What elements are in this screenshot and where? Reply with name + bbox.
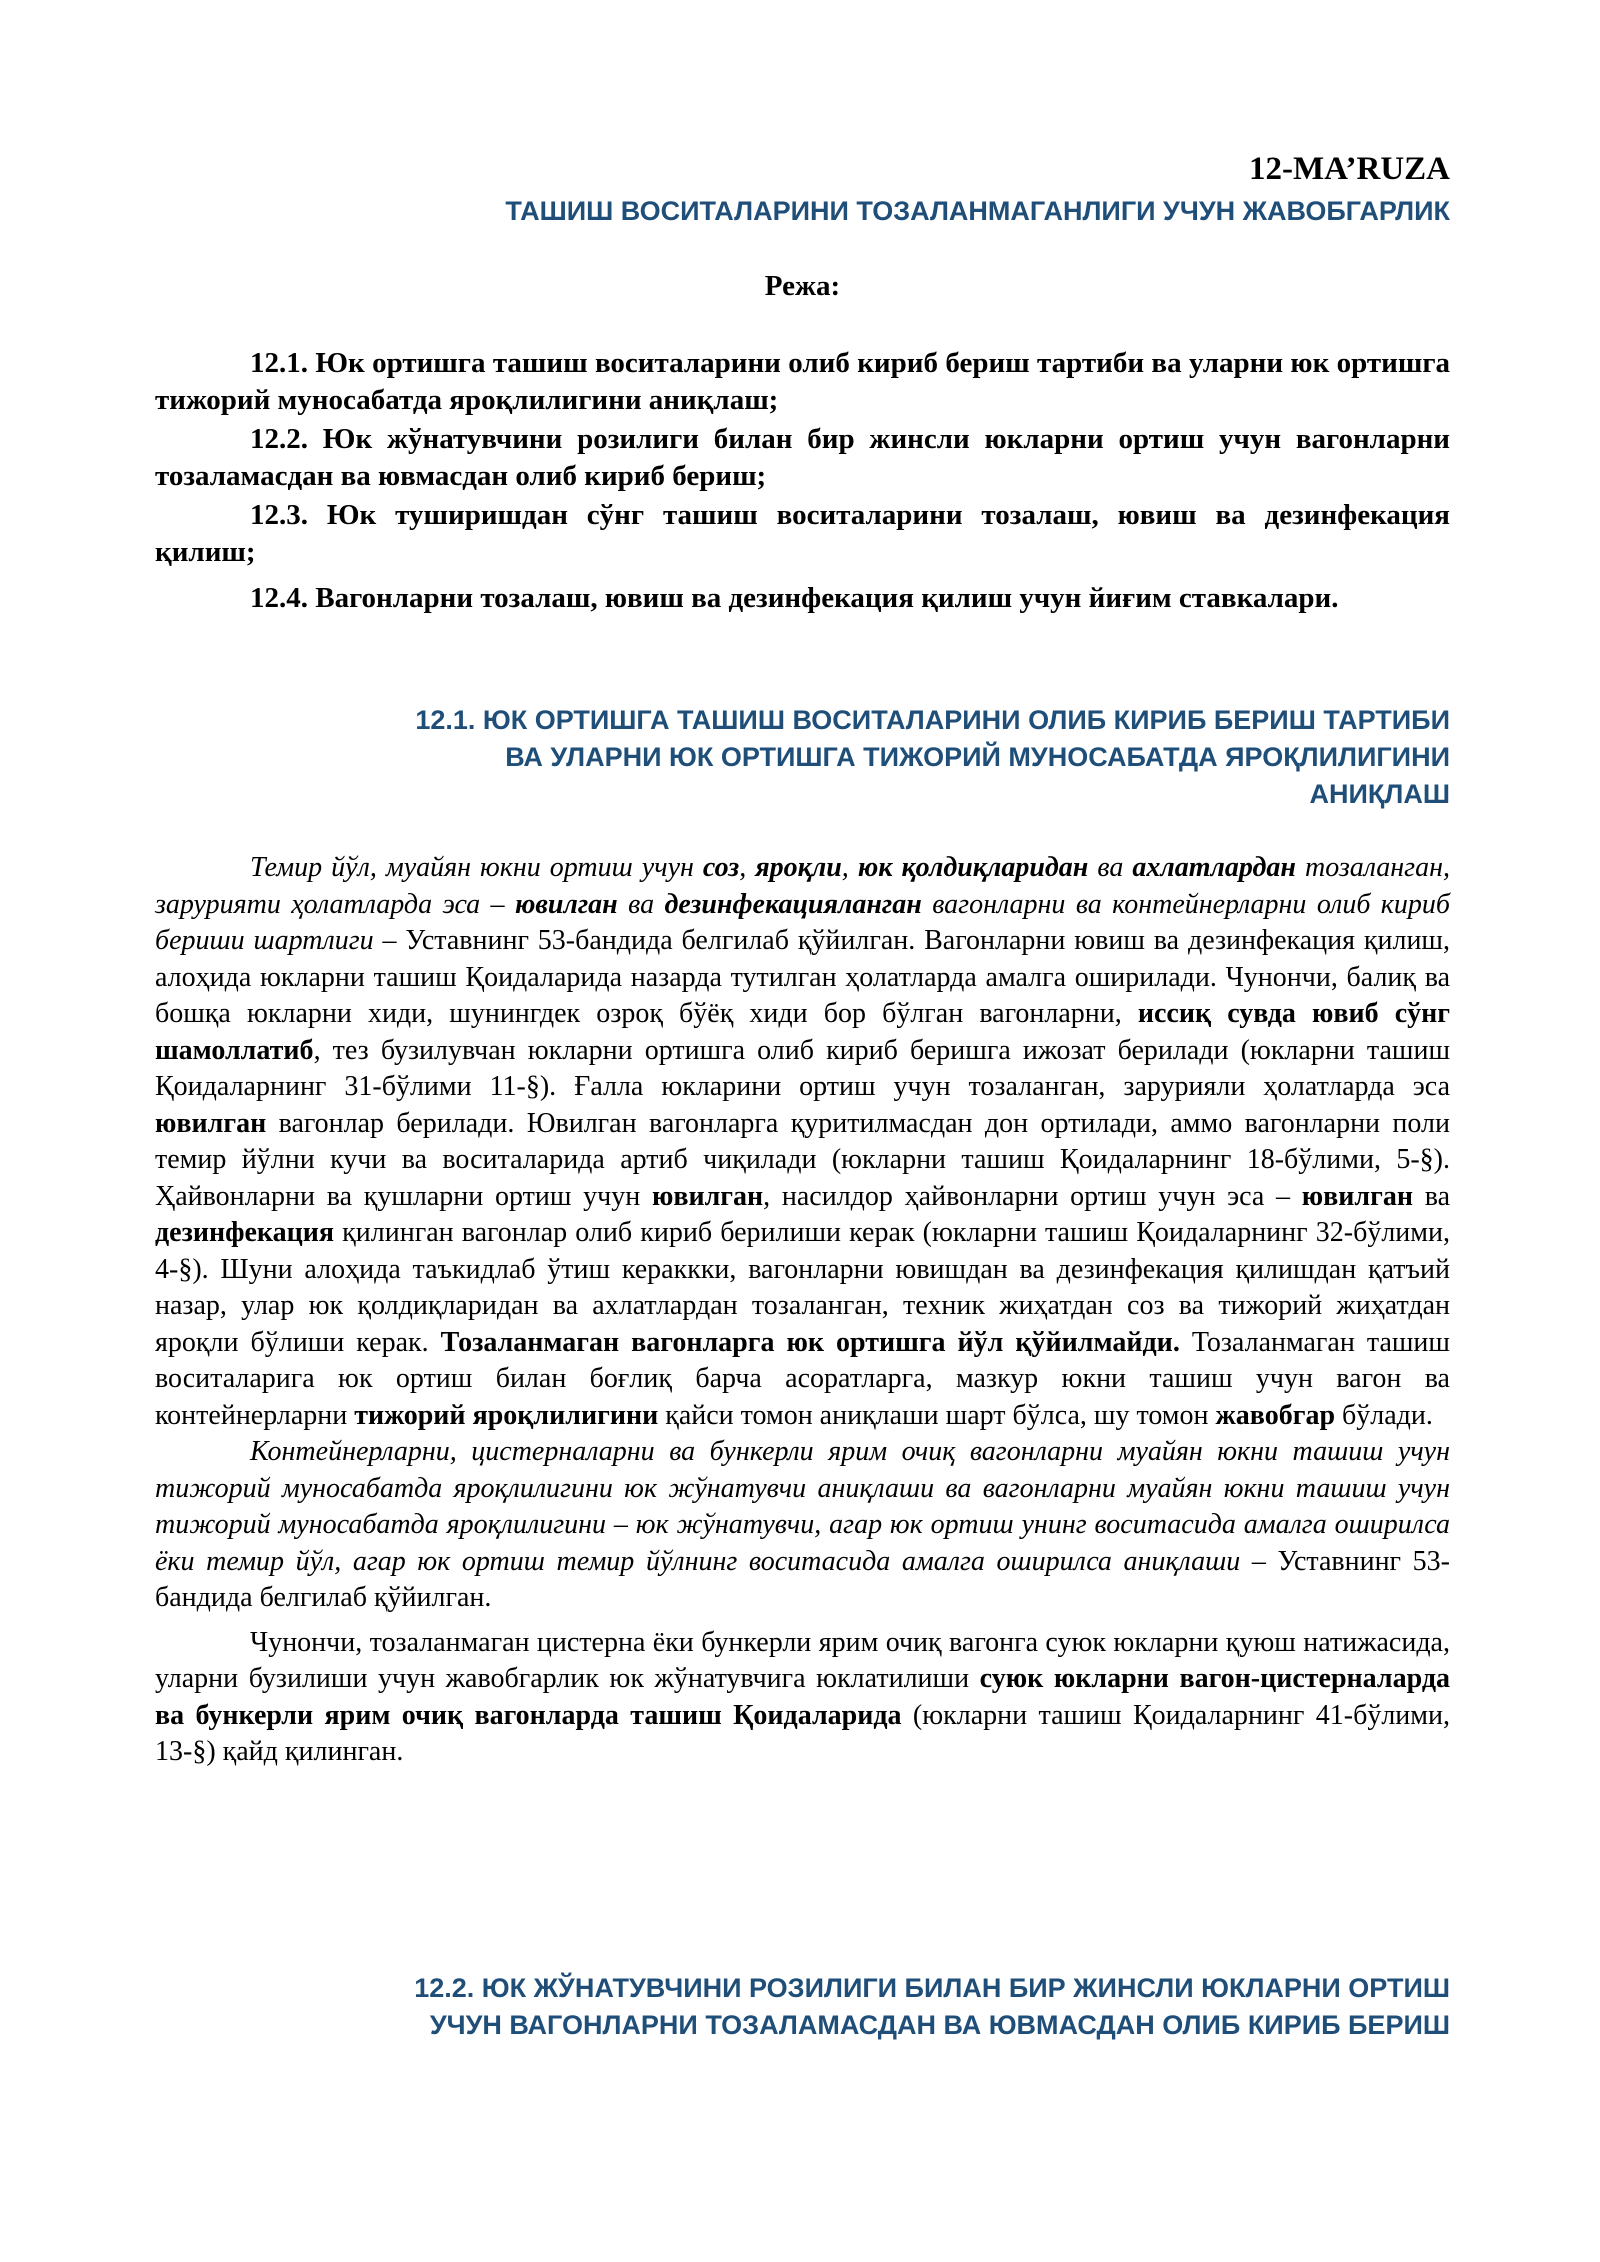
- lecture-title: ТАШИШ ВОСИТАЛАРИНИ ТОЗАЛАНМАГАНЛИГИ УЧУН ЖАВОБГАРЛИК: [505, 196, 1450, 226]
- plan-item: 12.1. Юк ортишга ташиш воситаларини олиб кириб бериш тартиби ва уларни юк ортишга тижорий муносабатда яроқлилигини аниқлаш;: [155, 347, 1450, 416]
- plan-item: 12.3. Юк туширишдан сўнг ташиш воситаларини тозалаш, ювиш ва дезинфекация қилиш;: [155, 499, 1450, 568]
- section-1-heading-line: АНИҚЛАШ: [1309, 779, 1450, 809]
- plan-item: 12.4. Вагонларни тозалаш, ювиш ва дезинфекация қилиш учун йиғим ставкалари.: [250, 582, 1339, 614]
- plan-heading: Режа:: [764, 270, 841, 302]
- body-paragraph: Контейнерларни, цистерналарни ва бункерли ярим очиқ вагонларни муайян юкни ташиш учун тижорий муносабатда яроқлилигини юк жўнатувчи аниқлаши ва вагонларни муайян юкни ташиш учун тижорий муносабатда яроқлилигини – юк жўнатувчи, агар юк ортиш унинг воситасида амалга оширилса ёки темир йўл, агар юк ортиш темир йўлнинг воситасида амалга оширилса аниқлаши – Уставнинг 53-бандида белгилаб қўйилган.: [155, 1436, 1450, 1613]
- lecture-number: 12-MA’RUZA: [1248, 151, 1450, 187]
- section-1-heading-line: 12.1. ЮК ОРТИШГА ТАШИШ ВОСИТАЛАРИНИ ОЛИБ КИРИБ БЕРИШ ТАРТИБИ: [415, 705, 1450, 735]
- section-1-heading: [155, 702, 1450, 813]
- plan-item: 12.2. Юк жўнатувчини розилиги билан бир жинсли юкларни ортиш учун вагонларни тозаламасдан ва ювмасдан олиб кириб бериш;: [155, 423, 1450, 492]
- section-1-heading-line: ВА УЛАРНИ ЮК ОРТИШГА ТИЖОРИЙ МУНОСАБАТДА ЯРОҚЛИЛИГИНИ: [505, 742, 1450, 772]
- plan-list: [155, 345, 1450, 617]
- section-2-heading-line: УЧУН ВАГОНЛАРНИ ТОЗАЛАМАСДАН ВА ЮВМАСДАН ОЛИБ КИРИБ БЕРИШ: [429, 2010, 1450, 2040]
- section-2-heading: [155, 1970, 1450, 2044]
- body-paragraph: Чунончи, тозаланмаган цистерна ёки бункерли ярим очиқ вагонга суюк юкларни қуюш натижасида, уларни бузилиши учун жавобгарлик юк жўнатувчига юклатилиши суюк юкларни вагон-цистерналарда ва бункерли ярим очиқ вагонларда ташиш Қоидаларида (юкларни ташиш Қоидаларнинг 41-бўлими, 13-§) қайд қилинган.: [155, 1626, 1450, 1767]
- body-paragraph: Темир йўл, муайян юкни ортиш учун соз, яроқли, юк қолдиқларидан ва ахлатлардан тозаланган, зарурияти ҳолатларда эса – ювилган ва дезинфекацияланган вагонларни ва контейнерларни олиб кириб бериши шартлиги – Уставнинг 53-бандида белгилаб қўйилган. Вагонларни ювиш ва дезинфекация қилиш, алоҳида юкларни ташиш Қоидаларида назарда тутилган ҳолатларда амалга оширилади. Чунончи, балиқ ва бошқа юкларни хиди, шунингдек озроқ бўёқ хиди бор бўлган вагонларни, иссиқ сувда ювиб сўнг шамоллатиб, тез бузилувчан юкларни ортишга олиб кириб беришга ижозат берилади (юкларни ташиш Қоидаларнинг 31-бўлими 11-§). Ғалла юкларини ортиш учун тозаланган, зарурияли ҳолатларда эса ювилган вагонлар берилади. Ювилган вагонларга қуритилмасдан дон ортилади, аммо вагонларни поли темир йўлни кучи ва воситаларида артиб чиқилади (юкларни ташиш Қоидаларнинг 18-бўлими, 5-§). Ҳайвонларни ва қушларни ортиш учун ювилган, насилдор ҳайвонларни ортиш учун эса – ювилган ва дезинфекация қилинган вагонлар олиб кириб берилиши керак (юкларни ташиш Қоидаларнинг 32-бўлими, 4-§). Шуни алоҳида таъкидлаб ўтиш кераккки, вагонларни ювишдан ва дезинфекация қилишдан қатъий назар, улар юк қолдиқларидан ва ахлатлардан тозаланган, техник жиҳатдан соз ва тижорий жиҳатдан яроқли бўлиши керак. Тозаланмаган вагонларга юк ортишга йўл қўйилмайди. Тозаланмаган ташиш воситаларига юк ортиш билан боғлиқ барча асоратларга, мазкур юкни ташиш учун вагон ва контейнерларни тижорий яроқлилигини қайси томон аниқлаши шарт бўлса, шу томон жавобгар бўлади.: [155, 852, 1451, 1431]
- section-2-heading-line: 12.2. ЮК ЖЎНАТУВЧИНИ РОЗИЛИГИ БИЛАН БИР ЖИНСЛИ ЮКЛАРНИ ОРТИШ: [414, 1973, 1450, 2003]
- section-1-body: [155, 850, 1450, 1771]
